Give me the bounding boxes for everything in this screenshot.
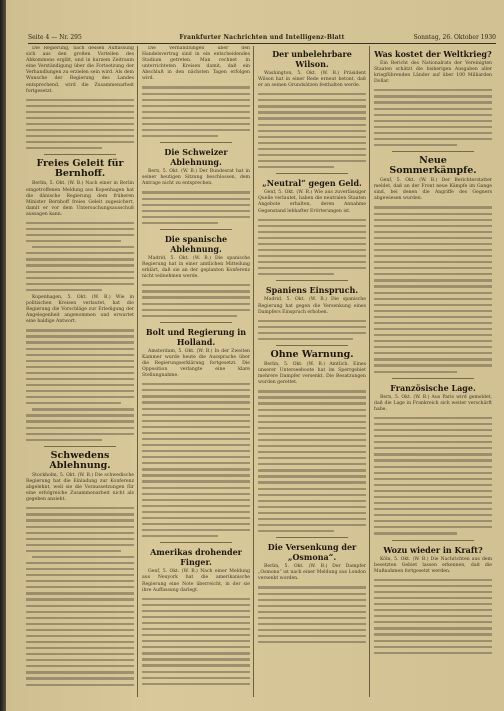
article-body: Die Verhandlungen über den Handelsvertrag sind in ein entscheidendes Stadium getreten. Man rechnet in unterrichteten Kreisen damit, daß ein Abschluß in den nächsten Tagen erfolgen wird.: [142, 46, 250, 82]
column-rule: [253, 46, 254, 697]
article: [374, 49, 492, 146]
divider: [160, 322, 232, 323]
text-block: [142, 598, 250, 685]
article-body: Madrid, 5. Okt. (W. B.) Die spanische Regierung hat gegen die Versenkung eines Dampfers Einspruch erhoben.: [258, 297, 366, 315]
text-block: [142, 191, 250, 224]
article-headline: Spaniens Einspruch.: [265, 285, 359, 296]
article-body: Madrid, 5. Okt. (W. B.) Die spanische Regierung hat in einer amtlichen Mitteilung erklärt, daß sie an der geplanten Konferenz nicht teilnehmen werde.: [142, 256, 250, 280]
text-block: [258, 586, 366, 643]
column-rule: [369, 46, 370, 697]
article: [374, 156, 492, 373]
article-headline: Wozu wieder in Kraft?: [383, 544, 483, 555]
article: [258, 178, 366, 275]
article: [26, 159, 134, 440]
article-headline: Die spanische Ablehnung.: [164, 234, 228, 255]
column-2: [142, 46, 250, 697]
article-body: Bern, 5. Okt. (W. B.) Aus Paris wird gemeldet, daß die Lage in Frankreich sich weiter verschärft habe.: [374, 394, 492, 412]
text-block: [374, 89, 492, 146]
article: [374, 383, 492, 535]
column-4: [374, 46, 492, 697]
column-1: [26, 46, 134, 697]
article-body: Amsterdam, 5. Okt. (W. B.) In der Zweiten Kammer wurde heute die Aussprache über die Regierungserklärung fortgesetzt. Die Opposition verlangte eine klare Stellungnahme.: [142, 348, 250, 379]
article-body: Die Regierung, nach dessen Auffassung sich aus den großen Vorteilen des Abkommens ergibt, und in kurzem Zeitraum eine Verständigung über die Fortsetzung der Verhandlungen zu erzielen sein wird. Als dem Wunsche der Regierung des Landes entsprechend, wird die Zusammenarbeit fortgesetzt.: [26, 46, 134, 94]
article-body: Ein Bericht des Nationalrats der Vereinigten Staaten schätzt die bisherigen Ausgaben aller kriegführenden Länder auf über 100 Milliarden Dollar.: [374, 61, 492, 85]
article-body: Berlin, 5. Okt. (W. B.) Amtlich. Eines unserer Unterseeboote hat im Sperrgebiet mehrere Dampfer versenkt. Die Besatzungen wurden gerettet.: [258, 362, 366, 386]
article-headline: Schwedens Ablehnung.: [49, 449, 111, 471]
divider: [276, 537, 348, 538]
divider: [160, 542, 232, 543]
article-headline: Die Schweizer Ablehnung.: [164, 147, 228, 168]
article-body: Stockholm, 5. Okt. (W. B.) Die schwedische Regierung hat die Einladung zur Konferenz abgelehnt, weil sie die Voraussetzungen für eine erfolgreiche Zusammenarbeit nicht als gegeben ansieht.: [26, 472, 134, 503]
newspaper-title: Frankfurter Nachrichten und Intelligenz-Blatt: [179, 34, 345, 41]
article-headline: Amerikas drohender Finger.: [150, 547, 242, 568]
page-number: Seite 4 — Nr. 295: [28, 34, 82, 41]
divider: [276, 173, 348, 174]
article-headline: Neue Sommerkämpfe.: [389, 155, 477, 177]
text-block: [374, 206, 492, 372]
text-block: [26, 99, 134, 150]
divider: [392, 151, 474, 152]
column-3: [258, 46, 366, 697]
article-body: Genf, 5. Okt. (W. B.) Wie aus zuverlässiger Quelle verlautet, haben die neutralen Staaten Angebote erhalten, deren Annahme Gegenstand lebhafter Erörterungen ist.: [258, 190, 366, 214]
article-body: Genf, 5. Okt. (W. B.) Der Berichterstatter meldet, daß an der Front neue Kämpfe im Gange sind, bei denen die Angriffe des Gegners abgewiesen wurden.: [374, 178, 492, 202]
article: [142, 147, 250, 224]
divider: [392, 378, 474, 379]
text-block: [142, 86, 250, 137]
divider: [276, 280, 348, 281]
article-body: Köln, 5. Okt. (W. B.) Die Nachrichten aus dem besetzten Gebiet lassen erkennen, daß die Maßnahmen fortgesetzt werden.: [374, 556, 492, 574]
article-headline: Französische Lage.: [390, 382, 476, 393]
text-block: [26, 222, 134, 291]
article-body: Genf, 5. Okt. (W. B.) Nach einer Meldung aus Neuyork hat die amerikanische Regierung eine Note überreicht, in der sie ihre Auffassung darlegt.: [142, 569, 250, 593]
text-block: [374, 417, 492, 535]
divider: [160, 229, 232, 230]
article-body: Berlin, 5. Okt. (W. B.) Nach einer in Berlin eingetroffenen Meldung aus Kopenhagen hat die dänische Regierung dem früheren Minister Bernhoff freies Geleit zugesichert, damit er vor dem Untersuchungsausschuß aussagen kann.: [26, 181, 134, 217]
article: [258, 49, 366, 168]
text-block: [258, 390, 366, 532]
article-headline: „Neutral“ gegen Geld.: [262, 178, 362, 189]
text-block: [374, 579, 492, 654]
divider: [44, 446, 116, 447]
text-block: [258, 93, 366, 168]
article: [258, 285, 366, 340]
article: [142, 547, 250, 685]
article-headline: Freies Geleit für Bernhoff.: [36, 158, 124, 180]
divider: [44, 154, 116, 155]
article-body: Washington, 5. Okt. (W. B.) Präsident Wilson hat in einer Rede erneut betont, daß er an seinen Grundsätzen festhalten werde.: [258, 71, 366, 89]
article: [142, 327, 250, 538]
text-block: [258, 219, 366, 276]
article: [258, 350, 366, 532]
article-body: Berlin, 5. Okt. (W. B.) Der Dampfer „Osmona“ ist nach einer Meldung aus London versenkt worden.: [258, 564, 366, 582]
text-block: [142, 284, 250, 317]
article: [26, 451, 134, 686]
article-headline: Ohne Warnung.: [270, 349, 354, 361]
article-body: Kopenhagen, 5. Okt. (W. B.) Wie in politischen Kreisen verlautet, hat die Regierung die Vorschläge zur Erledigung der Angelegenheit angenommen und erwartet eine baldige Antwort.: [26, 294, 134, 325]
text-block: [142, 383, 250, 537]
divider: [160, 142, 232, 143]
article-body: Bern, 5. Okt. (W. B.) Der Bundesrat hat in seiner heutigen Sitzung beschlossen, dem Antrage nicht zu entsprechen.: [142, 169, 250, 187]
article: [258, 542, 366, 643]
text-block: [26, 329, 134, 441]
divider: [392, 540, 474, 541]
newspaper-page: [6, 0, 504, 711]
article: [26, 46, 134, 149]
article-headline: Bolt und Regierung in Holland.: [145, 326, 247, 347]
article: [142, 46, 250, 137]
text-block: [258, 320, 366, 340]
article: [374, 545, 492, 654]
column-rule: [137, 46, 138, 697]
divider: [276, 345, 348, 346]
article: [142, 234, 250, 317]
article-headline: Der unbelehrbare Wilson.: [272, 49, 352, 69]
issue-date: Sonntag, 26. Oktober 1930: [413, 34, 496, 41]
article-headline: Die Versenkung der „Osmona“.: [267, 542, 357, 563]
page-header: [28, 33, 496, 44]
article-headline: Was kostet der Weltkrieg?: [374, 49, 492, 59]
text-block: [26, 507, 134, 685]
